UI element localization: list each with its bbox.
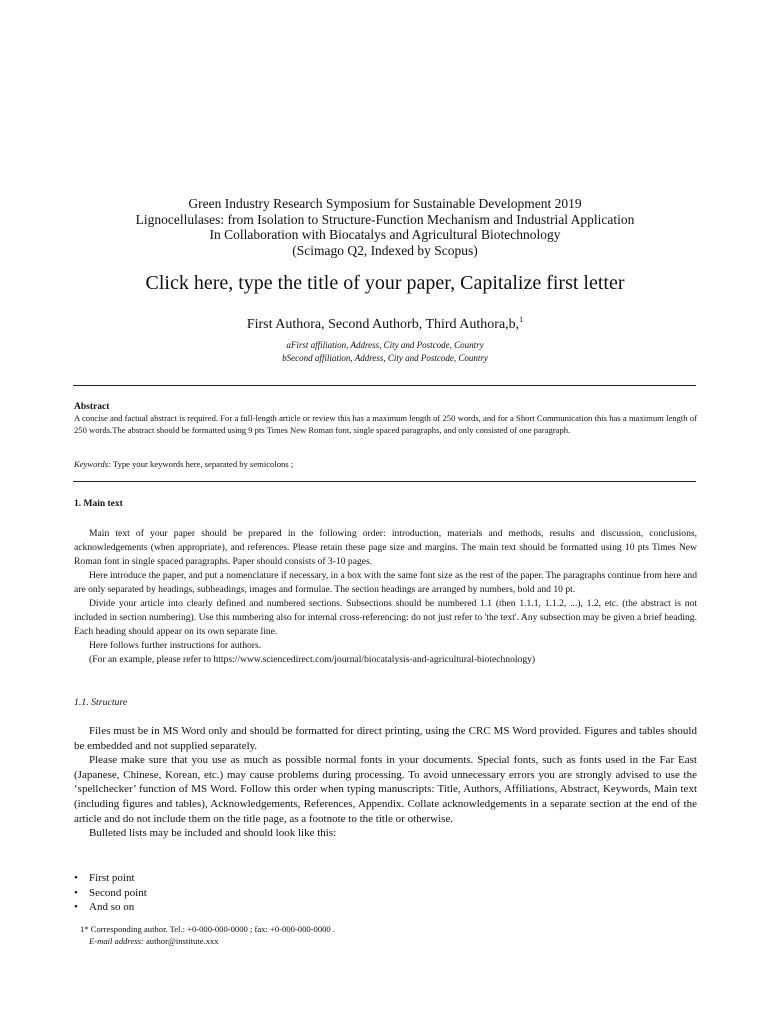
subsection-heading-structure: 1.1. Structure: [74, 697, 128, 708]
abstract-heading: Abstract: [74, 402, 110, 412]
email-address[interactable]: author@institute.xxx: [145, 935, 219, 946]
bullet-icon: •: [74, 901, 78, 914]
structure-paragraph-2: Please make sure that you use as much as possible normal fonts in your documents. Special fonts, such as fonts used in the Far East (Japanese, Chinese, Korean, etc.) may cause problems during processing. To avoid unnecessary errors you are strongly advised to use the ‘spellchecker’ function of MS Word. Follow this order when typing manuscripts: Title, Authors, Affiliations, Abstract, Keywords, Main text (including figures and tables), Acknowledgements, References, Appendix. Collate acknowledgements in a separate section at the end of the article and do not include them on the title page, as a footnote to the title or otherwise.: [74, 754, 697, 825]
header-line-2: Lignocellulases: from Isolation to Structure-Function Mechanism and Industrial Application: [135, 211, 635, 227]
list-item-text: First point: [89, 872, 135, 884]
main-paragraph-2: Here introduce the paper, and put a nomenclature if necessary, in a box with the same font size as the rest of the paper. The paragraphs continue from here and are only separated by headings, subheadings, images and formulae. The section headings are arranged by numbers, bold and 10 pt.: [74, 570, 697, 595]
abstract-text: A concise and factual abstract is required. For a full-length article or review this has a maximum length of 250 words, and for a Short Communication this has a maximum length of 250 words.The abstract should be formatted using 9 pts Times New Roman font, single spaced paragraphs, and only consisted of one paragraph.: [74, 413, 697, 435]
header-line-1: Green Industry Research Symposium for Sustainable Development 2019: [188, 196, 582, 211]
main-paragraph-4: Here follows further instructions for authors.: [89, 640, 262, 651]
keywords-text: Type your keywords here, separated by semicolons ;: [112, 459, 294, 469]
main-paragraph-1: Main text of your paper should be prepared in the following order: introduction, materials and methods, results and discussion, conclusions, acknowledgements (when appropriate), and references. Please retain these page size and margins. The main text should be formatted using 10 pts Times New Roman font in single spaced paragraphs. Paper should consists of 3-10 pages.: [74, 528, 697, 567]
structure-paragraph-3: Bulleted lists may be included and should look like this:: [89, 827, 337, 840]
paper-title[interactable]: Click here, type the title of your paper, Capitalize first letter: [145, 272, 625, 294]
list-item: [74, 886, 147, 901]
main-text-body: [74, 527, 697, 667]
keywords-label: Keywords:: [74, 459, 111, 469]
divider-bottom: [73, 481, 696, 482]
keywords-line: [74, 459, 697, 470]
email-label: E-mail address:: [89, 935, 144, 946]
bullet-icon: •: [74, 872, 78, 884]
affiliations: [0, 339, 770, 364]
footnote-contact: 1* Corresponding author. Tel.: +0-000-000-0000 ; fax: +0-000-000-0000 .: [80, 924, 336, 934]
bullet-icon: •: [74, 886, 78, 899]
author-names: First Authora, Second Authorb, Third Authora,b,: [246, 317, 520, 332]
list-item: [74, 900, 147, 915]
section-heading-main-text: 1. Main text: [74, 499, 123, 509]
divider-top: [73, 385, 696, 386]
list-item-text: And so on: [89, 901, 135, 914]
header-line-3: In Collaboration with Biocatalys and Agricultural Biotechnology: [209, 227, 561, 243]
author-list: [0, 311, 770, 334]
structure-paragraph-1: Files must be in MS Word only and should be formatted for direct printing, using the CRC MS Word provided. Figures and tables should be embedded and not supplied separately.: [74, 725, 697, 752]
footnote-email-line: [80, 936, 680, 948]
affiliation-a: aFirst affiliation, Address, City and Postcode, Country: [286, 340, 484, 350]
list-item-text: Second point: [89, 886, 147, 899]
structure-body: [74, 724, 697, 841]
conference-header: [0, 196, 770, 258]
bulleted-list: [74, 871, 147, 915]
header-line-4: (Scimago Q2, Indexed by Scopus): [292, 242, 478, 258]
abstract-block: [74, 401, 697, 436]
list-item: [74, 871, 147, 886]
affiliation-b: bSecond affiliation, Address, City and Postcode, Country: [282, 352, 488, 363]
main-paragraph-5: (For an example, please refer to https://www.sciencedirect.com/journal/biocatalysis-and-agricultural-biotechnology): [89, 654, 536, 665]
corresponding-marker: 1: [519, 315, 524, 324]
footnote: [80, 924, 680, 947]
main-paragraph-3: Divide your article into clearly defined and numbered sections. Subsections should be numbered 1.1 (then 1.1.1, 1.1.2, ...), 1.2, etc. (the abstract is not included in section numbering). Use this numbering also for internal cross-referencing: do not just refer to 'the text'. Any subsection may be given a brief heading. Each heading should appear on its own separate line.: [74, 598, 697, 637]
